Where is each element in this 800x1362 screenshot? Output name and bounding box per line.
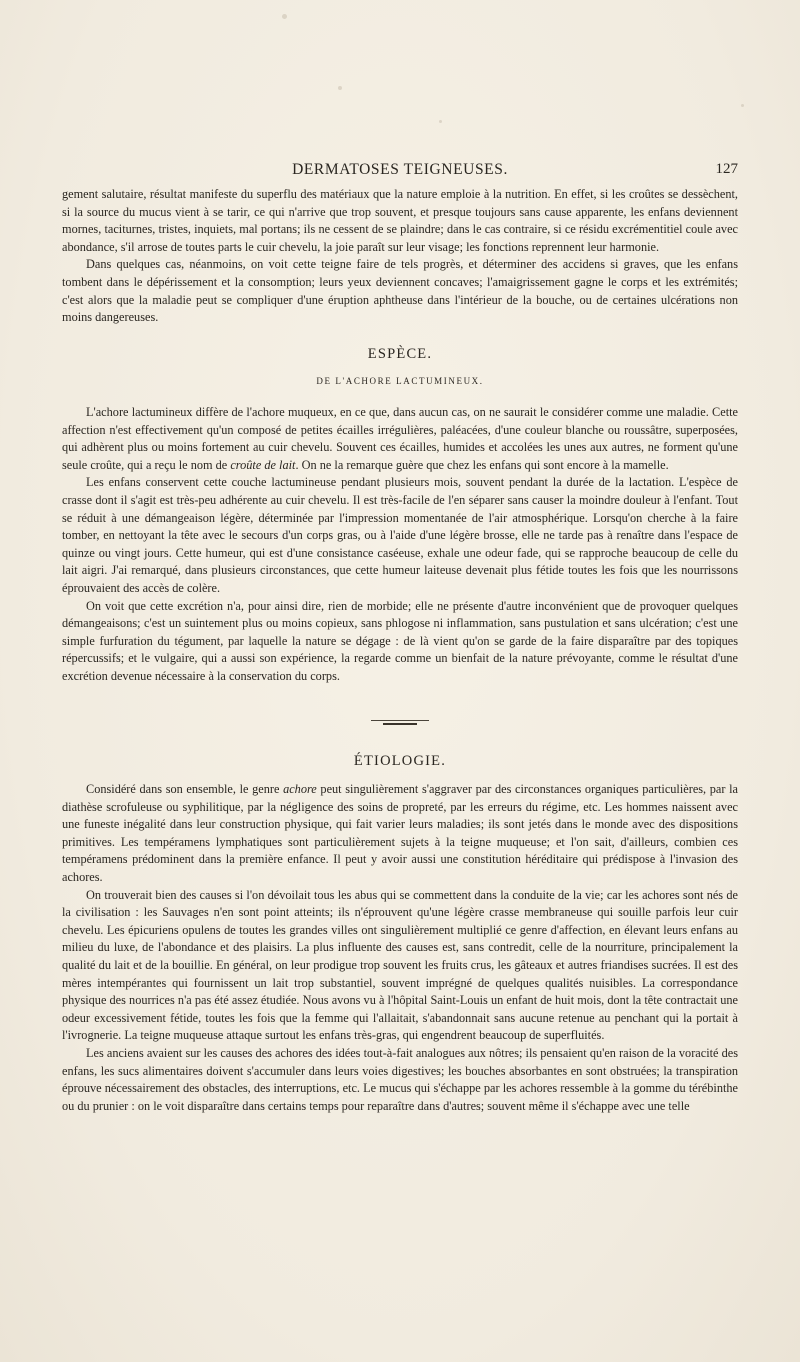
paper-stain bbox=[741, 104, 744, 107]
running-title: DERMATOSES TEIGNEUSES. bbox=[292, 161, 508, 178]
section-heading-etiologie: ÉTIOLOGIE. bbox=[353, 753, 447, 769]
text-run: . On ne la remarque guère que chez les enfans qui sont encore à la mamelle. bbox=[295, 457, 669, 472]
paper-stain bbox=[282, 14, 287, 19]
section-heading-espece: ESPÈCE. bbox=[367, 346, 433, 362]
etiologie-paragraph: On trouverait bien des causes si l'on dévoilait tous les abus qui se commettent dans la conduite de la vie; car les achores sont nés de la civilisation : les Sauvages n'en sont point atteints; ils n'éprouvent qu'une légère crasse membraneuse qui souille parfois leur cuir chevelu. Les épicuriens opulens de toutes les grandes villes ont singulièrement multiplié ce genre d'affection, en élevant leurs enfans au milieu du luxe, de l'abondance et des plaisirs. La plus influente des causes est, sans contredit, celle de la nourriture, principalement la qualité du lait et de la bouillie. En général, on leur prodigue trop souvent les fruits crus, les gâteaux et autres friandises sucrées. Il est des mères intempérantes qui fournissent un lait trop substantiel, souvent imprégné de quelques qualités nuisibles. La correspondance physique des nourrices n'a pas été assez étudiée. Nous avons vu à l'hôpital Saint-Louis un enfant de huit mois, dont la tête contractait une odeur excessivement fétide, toutes les fois que la femme qui l'allaitait, s'abandonnait sans aucune retenue au penchant qui la portait à l'ivrognerie. La teigne muqueuse attaque surtout les enfans très-gras, qui engendrent beaucoup de superfluités. bbox=[62, 887, 738, 1043]
italic-term: achore bbox=[283, 782, 317, 796]
text-line: portans; ils ne cessent de se plaindre; dans le cas contraire, si ce résidu excrémentitiel coule avec abondance, bbox=[62, 222, 738, 254]
italic-term: croûte de lait bbox=[230, 457, 296, 472]
etiologie-paragraph bbox=[62, 781, 738, 887]
espece-paragraph: Les enfans conservent cette couche lactumineuse pendant plusieurs mois, souvent pendant la durée de la lactation. L'espèce de crasse dont il s'agit est très-peu adhérente au cuir chevelu. Il est très-facile de l'en séparer sans causer la moindre douleur à l'enfant. Tout se réduit à une démangeaison légère, déterminée par l'impression momentanée de l'air atmosphérique. Lorsqu'on cherche à la faire tomber, en nettoyant la tête avec le secours d'un corps gras, ou à l'aide d'une légère brosse, elle ne tarde pas à renaître dans l'espace de quinze ou vingt jours. Cette humeur, qui est d'une consistance caséeuse, exhale une odeur fade, qui se rapproche beaucoup de celle du lait aigri. J'ai remarqué, dans plusieurs circonstances, que cette humeur laiteuse devenait plus fétide toutes les fois que les nourrissons éprouvaient des accès de colère. bbox=[62, 475, 738, 595]
paper-stain bbox=[338, 86, 342, 90]
text-run: L'achore lactumineux diffère de l'achore muqueux, en ce que, dans aucun cas, on ne saurait le considérer comme une maladie. Cette affection n'est effectivement qu'un composé de petites écailles irrégulières, paléacées, d'une couleur blanche ou roussâtre, superposées, qui adhèrent plus ou moins fortement au cuir chevelu. Souvent ces écailles, humides et accolées les unes aux autres, ne forment qu'une seule croûte, qui a reçu le nom de bbox=[62, 405, 738, 472]
espece-text bbox=[62, 404, 738, 686]
etiologie-text bbox=[62, 781, 738, 1115]
text-line: gement salutaire, résultat manifeste du superflu des matériaux que la nature emploie à la nutrition. En bbox=[62, 187, 568, 201]
page-number: 127 bbox=[715, 161, 738, 177]
intro-paragraph: Dans quelques cas, néanmoins, on voit cette teigne faire de tels progrès, et déterminer des accidens si graves, que les enfans tombent dans le dépérissement et la consomption; leurs yeux deviennent concaves; l'amaigrissement gagne le corps et les extrémités; c'est alors que la maladie peut se compliquer d'une éruption aphtheuse dans l'intérieur de la bouche, ou de certaines ulcérations non moins dangereuses. bbox=[62, 257, 738, 325]
text-line: s'il arrose de toutes parts le cuir chevelu, la joie paraît sur leur visage; les fonctions reprennent leur harmonie. bbox=[120, 239, 660, 254]
intro-text bbox=[62, 186, 738, 327]
paper-stain bbox=[439, 120, 442, 123]
espece-paragraph: On voit que cette excrétion n'a, pour ainsi dire, rien de morbide; elle ne présente d'autre inconvénient que de provoquer quelques démangeaisons; c'est un suintement plus ou moins copieux, sans phlogose ni inflammation, sans pustulation et sans ulcération; c'est une simple furfuration du tégument, par laquelle la nature se dégage : de là vient qu'on se garde de la faire disparaître par des topiques répercussifs; et le vulgaire, qui a aussi son expérience, la regarde comme un bienfait de la nature prévoyante, comme le résultat d'une excrétion devenue nécessaire à la conservation du corps. bbox=[62, 598, 738, 683]
section-divider bbox=[371, 720, 429, 721]
text-run: peut singulièrement s'aggraver par des circonstances organiques particulières, par la diathèse scrofuleuse ou syphilitique, par la négligence des soins de propreté, par les erreurs du régime, etc. Les hommes naissent avec une funeste inégalité dans leur construction physique, qui fait varier leurs maladies; ils sont jetés dans le monde avec des dispositions primitives. Les tempéramens lymphatiques sont particulièrement sujets à la teigne muqueuse; et l'on sait, d'ailleurs, combien ces tempéramens prédominent dans la première enfance. Il peut y avoir aussi une constitution héréditaire qui prédispose à l'invasion des achores. bbox=[62, 782, 739, 884]
etiologie-paragraph: Les anciens avaient sur les causes des achores des idées tout-à-fait analogues aux nôtres; ils pensaient qu'en raison de la voracité des enfans, les sucs alimentaires doivent s'accumuler dans leurs voies digestives; les bouches absorbantes en sont obstruées; la transpiration éprouve nécessairement des obstacles, des interruptions, etc. Le mucus qui s'échappe par les achores ressemble à la gomme du térébinthe ou du prunier : on le voit disparaître dans certains temps pour reparaître dans d'autres; souvent même il s'échappe avec une telle bbox=[62, 1045, 738, 1113]
section-subheading: DE L'ACHORE LACTUMINEUX. bbox=[316, 376, 484, 386]
text-run: Considéré dans son ensemble, le genre bbox=[86, 782, 284, 796]
text-line: effet, si les croûtes se dessèchent, si la source du mucus vient à se tarir, ce qui n'arrive que trop souvent, bbox=[62, 187, 739, 219]
section-divider bbox=[383, 723, 417, 725]
intro-paragraph-continued bbox=[62, 186, 738, 256]
running-head bbox=[62, 161, 738, 181]
text-line: et presque toujours sans cause apparente, les enfans deviennent mornes, taciturnes, tristes, inquiets, mal bbox=[62, 204, 738, 237]
espece-paragraph bbox=[62, 404, 738, 474]
